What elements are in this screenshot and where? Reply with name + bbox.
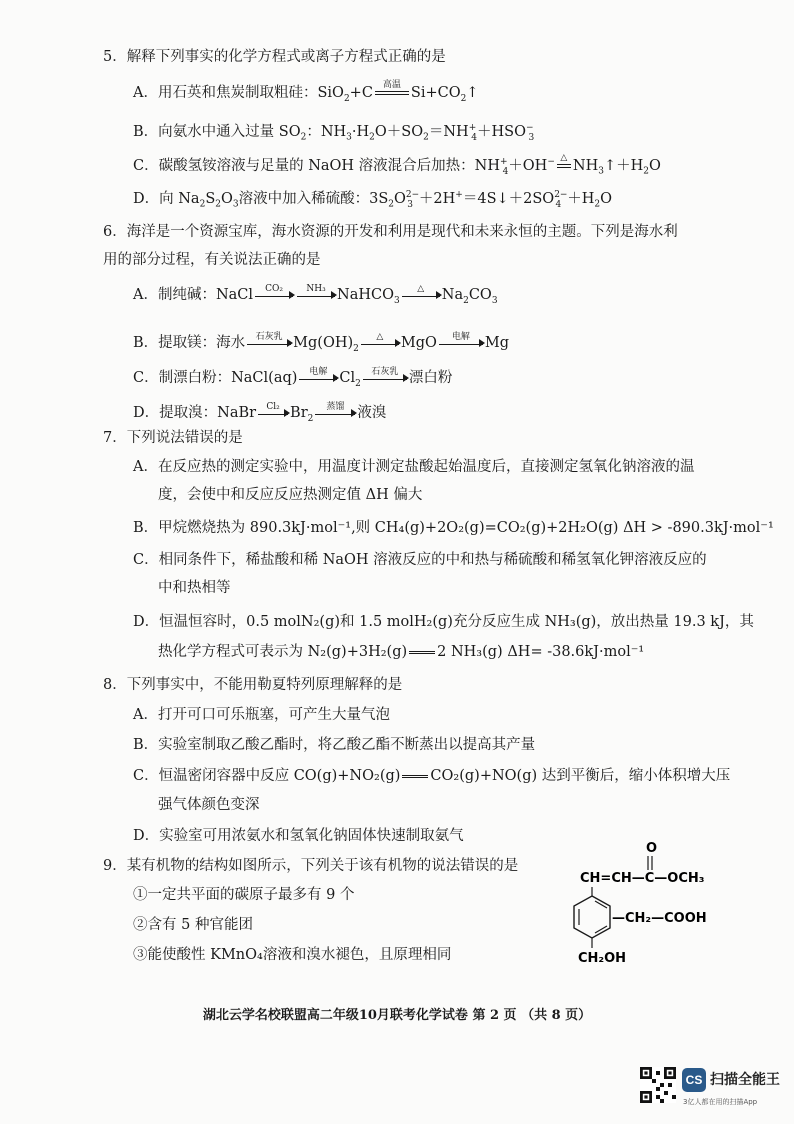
q5-option-a: A．用石英和焦炭制取粗硅：SiO$_2$+C 高温 $Si+CO_2↑$ (133, 80, 479, 104)
q8-option-d: D．实验室可用浓氨水和氢氧化钠固体快速制取氨气 (133, 828, 464, 844)
organic-structure-diagram (570, 838, 750, 968)
q9-statement-3: ③能使酸性 KMnO₄溶液和溴水褪色，且原理相同 (133, 947, 452, 963)
q8-stem: 8．下列事实中，不能用勒夏特列原理解释的是 (103, 677, 403, 693)
q8-option-c-line2: 强气体颜色变深 (158, 797, 260, 813)
q7-option-c-line1: C．相同条件下，稀盐酸和稀 NaOH 溶液反应的中和热与稀硫酸和稀氢氧化钾溶液反应的 (133, 552, 707, 568)
qr-code-icon (640, 1067, 676, 1103)
q5-option-d: D．向 $Na_2S_2O_3$溶液中加入稀硫酸：$3S_2O^{2-}_3$ $+2H^+=4S↓+2SO^{2-}_4 +H_2O$ (133, 190, 612, 210)
q5-option-c: C．碳酸氢铵溶液与足量的 NaOH 溶液混合后加热：$NH^+_4+OH^-$ △ $NH_3↑+H_2O$ (133, 152, 661, 177)
q7-option-d-line1: D．恒温恒容时，0.5 molN₂(g)和 1.5 molH₂(g)充分反应生成 NH₃(g)，放出热量 19.3 kJ，其 (133, 614, 754, 630)
q6-option-b: B．提取镁：海水 石灰乳 $Mg(OH)_2$ △ MgO 电解 Mg (133, 331, 510, 354)
q9-statement-1: ①一定共平面的碳原子最多有 9 个 (133, 887, 355, 903)
q8-option-a: A．打开可口可乐瓶塞，可产生大量气泡 (133, 707, 390, 723)
q7-option-d-line2: 热化学方程式可表示为 N₂(g)+3H₂(g) 2 NH₃(g) ΔH= -38.6kJ·mol⁻¹ (158, 644, 645, 660)
q6-option-d: D．提取溴：NaBr Cl₂ $Br_2$ 蒸馏 液溴 (133, 401, 387, 424)
q5-stem: 5．解释下列事实的化学方程式或离子方程式正确的是 (103, 49, 446, 65)
chain-label: CH=CH—C—OCH₃ (580, 871, 705, 886)
reversible-arrow (402, 775, 428, 778)
side-chain-label: —CH₂—COOH (612, 911, 707, 926)
hydroxymethyl-label: CH₂OH (578, 951, 627, 966)
carbonyl-oxygen-label: O (646, 841, 658, 856)
q7-option-c-line2: 中和热相等 (158, 580, 231, 596)
q5-option-b: B．向氨水中通入过量 $SO_2$：$NH_3\cdot H_2O+SO_2=NH^+_4+HSO^-_3$ (133, 123, 535, 143)
q7-option-b: B．甲烷燃烧热为 890.3kJ·mol⁻¹,则 CH₄(g)+2O₂(g)=CO₂(g)+2H₂O(g) ΔH > -890.3kJ·mol⁻¹ (133, 520, 774, 536)
camscanner-name: 扫描全能王 (710, 1072, 780, 1088)
reversible-arrow (409, 651, 435, 654)
structure-svg (570, 838, 750, 968)
q6-stem-line1: 6．海洋是一个资源宝库，海水资源的开发和利用是现代和未来永恒的主题。下列是海水利 (103, 224, 678, 240)
high-temp-equals: 高温 (375, 91, 409, 95)
q9-stem: 9．某有机物的结构如图所示，下列关于该有机物的说法错误的是 (103, 858, 519, 874)
q7-option-a-line2: 度，会使中和反应反应热测定值 ΔH 偏大 (158, 487, 423, 503)
q7-stem: 7．下列说法错误的是 (103, 430, 243, 446)
camscanner-logo-icon: CS (682, 1068, 706, 1092)
q6-option-a: A．制纯碱：NaCl CO₂ NH₃ NaHCO$_3$ △ $Na_2CO_3$ (133, 283, 498, 306)
camscanner-tagline: 3亿人都在用的扫描App (683, 1098, 758, 1106)
page-footer: 湖北云学名校联盟高二年级10月联考化学试卷 第 2 页 （共 8 页） (202, 1008, 592, 1023)
q8-option-c-line1: C．恒温密闭容器中反应 CO(g)+NO₂(g) CO₂(g)+NO(g) 达到平衡后，缩小体积增大压 (133, 768, 731, 784)
q9-statement-2: ②含有 5 种官能团 (133, 917, 253, 933)
q7-option-a-line1: A．在反应热的测定实验中，用温度计测定盐酸起始温度后，直接测定氢氧化钠溶液的温 (133, 459, 695, 475)
heat-equals: △ (557, 164, 571, 168)
q6-stem-line2: 用的部分过程，有关说法正确的是 (103, 252, 321, 268)
q8-option-b: B．实验室制取乙酸乙酯时，将乙酸乙酯不断蒸出以提高其产量 (133, 737, 536, 753)
q6-option-c: C．制漂白粉：NaCl(aq) 电解 $Cl_2$ 石灰乳 漂白粉 (133, 366, 453, 389)
